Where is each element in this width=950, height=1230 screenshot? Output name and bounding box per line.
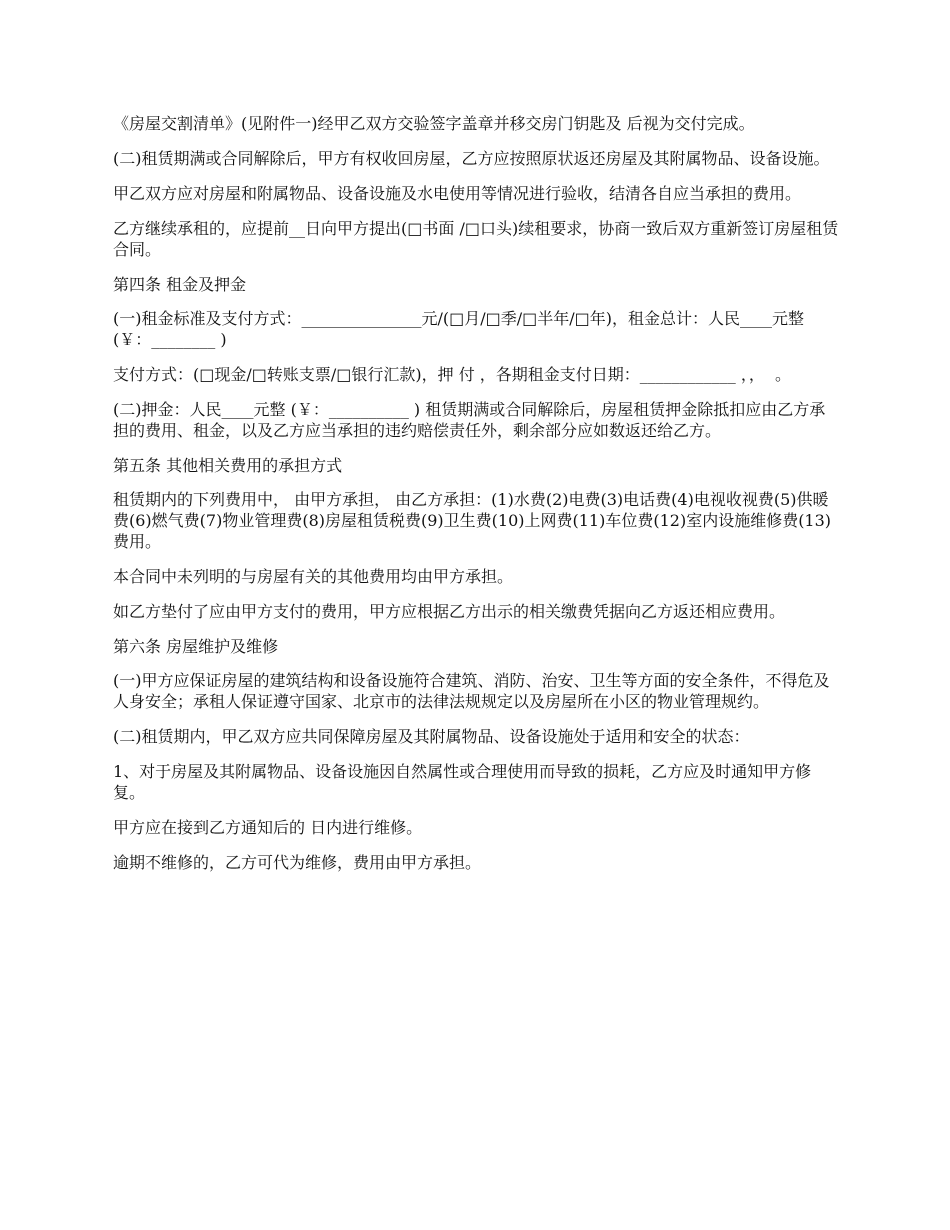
paragraph-rent-standard: (一)租金标准及支付方式：_______________元/(□月/□季/□半年/□年)，租金总计：人民____元整(￥：________ ) [113, 309, 805, 349]
paragraph-unlisted-fees: 本合同中未列明的与房屋有关的其他费用均由甲方承担。 [113, 567, 514, 586]
paragraph-renewal: 乙方继续承租的，应提前__日向甲方提出(□书面 /□口头)续租要求，协商一致后双方重新签订房屋租赁合同。 [113, 219, 839, 259]
paragraph-deposit: (二)押金：人民____元整 (￥：__________ ) 租赁期满或合同解除后，房屋租赁押金除抵扣应由乙方承担的费用、租金，以及乙方应当承担的违约赔偿责任外，剩余部分应如数返还给乙方。 [113, 400, 826, 440]
paragraph-safety-guarantee: (一)甲方应保证房屋的建筑结构和设备设施符合建筑、消防、治安、卫生等方面的安全条件，不得危及人身安全；承租人保证遵守国家、北京市的法律法规规定以及房屋所在小区的物业管理规约。 [113, 671, 830, 711]
section-heading-article-6: 第六条 房屋维护及维修 [113, 637, 279, 656]
paragraph-repair-deadline: 甲方应在接到乙方通知后的 日内进行维修。 [113, 818, 423, 837]
paragraph-fees-list: 租赁期内的下列费用中， 由甲方承担， 由乙方承担：(1)水费(2)电费(3)电话费(4)电视收视费(5)供暖费(6)燃气费(7)物业管理费(8)房屋租赁税费(9)卫生费(10)上网费(11)车位费(12)室内设施维修费(13) 费用。 [113, 490, 837, 551]
paragraph-overdue-repair: 逾期不维修的，乙方可代为维修，费用由甲方承担。 [113, 853, 482, 872]
document-page [113, 113, 841, 887]
paragraph-handover-list: 《房屋交割清单》(见附件一)经甲乙双方交验签字盖章并移交房门钥匙及 后视为交付完成。 [113, 114, 755, 133]
section-heading-article-4: 第四条 租金及押金 [113, 275, 247, 294]
section-heading-article-5: 第五条 其他相关费用的承担方式 [113, 456, 343, 475]
paragraph-joint-maintenance: (二)租赁期内，甲乙双方应共同保障房屋及其附属物品、设备设施处于适用和安全的状态： [113, 727, 750, 746]
paragraph-inspection: 甲乙双方应对房屋和附属物品、设备设施及水电使用等情况进行验收，结清各自应当承担的费用。 [113, 184, 802, 203]
paragraph-payment-method: 支付方式：(□现金/□转账支票/□银行汇款)，押 付 ，各期租金支付日期：____________ ，， 。 [113, 365, 792, 384]
paragraph-return-house: (二)租赁期满或合同解除后，甲方有权收回房屋，乙方应按照原状返还房屋及其附属物品、设备设施。 [113, 149, 830, 168]
paragraph-advance-payment: 如乙方垫付了应由甲方支付的费用，甲方应根据乙方出示的相关缴费凭据向乙方返还相应费用。 [113, 602, 786, 621]
paragraph-repair-notice: 1、对于房屋及其附属物品、设备设施因自然属性或合理使用而导致的损耗，乙方应及时通知甲方修复。 [113, 762, 812, 802]
